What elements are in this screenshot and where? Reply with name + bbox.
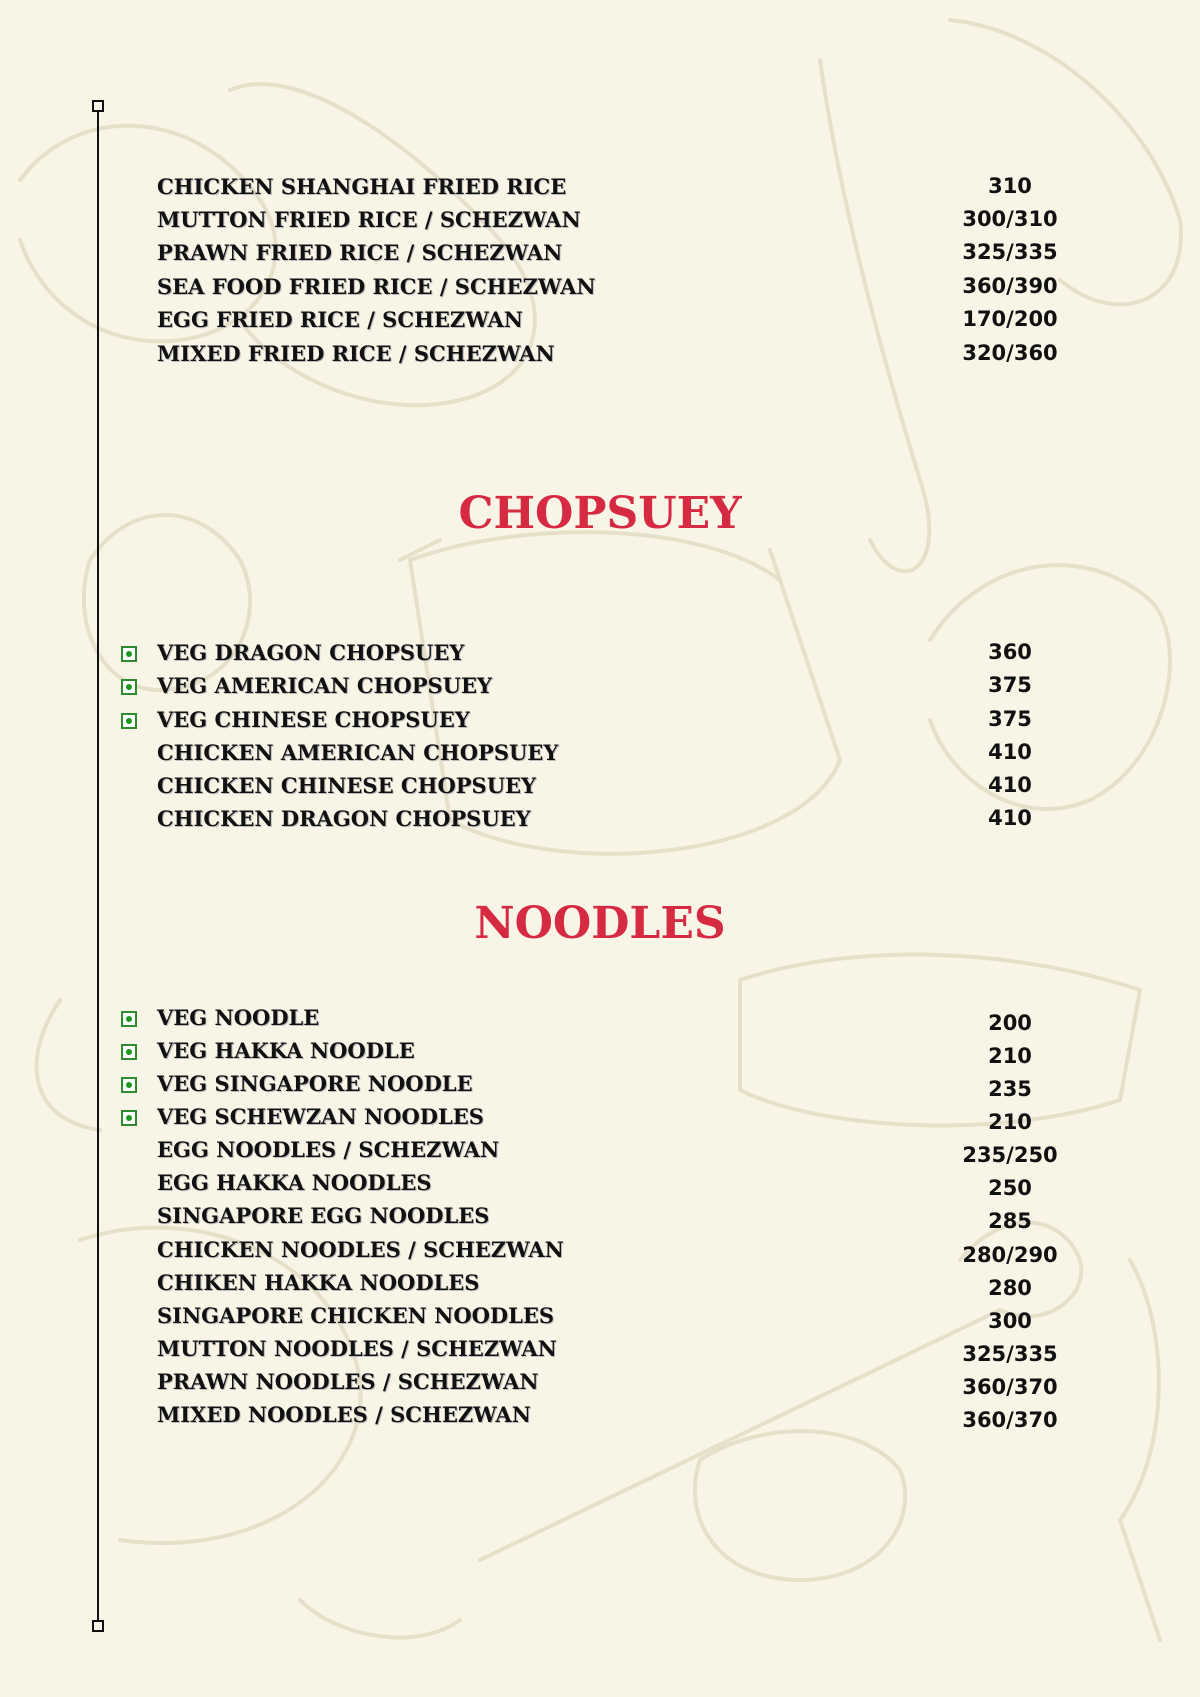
item-price: 210 (988, 1044, 1032, 1068)
item-price: 360/370 (962, 1375, 1058, 1399)
menu-item-row (0, 341, 1200, 374)
item-price: 320/360 (962, 341, 1058, 365)
menu-item-row (0, 274, 1200, 307)
item-name: VEG AMERICAN CHOPSUEY (157, 673, 492, 698)
border-line-bottom-cap (92, 1620, 104, 1632)
veg-symbol-icon (121, 1077, 137, 1093)
menu-item-row (0, 707, 1200, 740)
item-name: PRAWN NOODLES / SCHEZWAN (157, 1369, 539, 1394)
menu-item-row (0, 207, 1200, 240)
border-line-top-cap (92, 100, 104, 112)
item-name: EGG HAKKA NOODLES (157, 1170, 432, 1195)
item-price: 300 (988, 1309, 1032, 1333)
item-price: 410 (988, 806, 1032, 830)
item-price: 310 (988, 174, 1032, 198)
item-price: 235 (988, 1077, 1032, 1101)
item-name: VEG NOODLE (157, 1005, 320, 1030)
veg-symbol-icon (121, 713, 137, 729)
veg-symbol-icon (121, 1044, 137, 1060)
section-heading-chopsuey: CHOPSUEY (458, 488, 742, 539)
item-name: VEG DRAGON CHOPSUEY (157, 640, 465, 665)
item-name: SINGAPORE CHICKEN NOODLES (157, 1303, 555, 1328)
section-heading-noodles: NOODLES (474, 898, 726, 949)
item-price: 360 (988, 640, 1032, 664)
menu-item-row (0, 174, 1200, 207)
menu-item-row (0, 1104, 1200, 1137)
item-price: 250 (988, 1176, 1032, 1200)
menu-item-row (0, 1137, 1200, 1170)
item-price: 360/390 (962, 274, 1058, 298)
item-price: 375 (988, 673, 1032, 697)
item-price: 235/250 (962, 1143, 1058, 1167)
item-price: 280/290 (962, 1243, 1058, 1267)
menu-item-row (0, 1270, 1200, 1303)
item-name: CHIKEN HAKKA NOODLES (157, 1270, 480, 1295)
veg-symbol-icon (121, 679, 137, 695)
veg-symbol-icon (121, 1011, 137, 1027)
item-price: 375 (988, 707, 1032, 731)
menu-item-row (0, 806, 1200, 839)
item-price: 210 (988, 1110, 1032, 1134)
veg-symbol-icon (121, 646, 137, 662)
item-name: PRAWN FRIED RICE / SCHEZWAN (157, 240, 563, 265)
menu-item-row (0, 1203, 1200, 1236)
menu-item-row (0, 673, 1200, 706)
item-name: VEG HAKKA NOODLE (157, 1038, 415, 1063)
menu-item-row (0, 640, 1200, 673)
veg-symbol-icon (121, 1110, 137, 1126)
item-name: SEA FOOD FRIED RICE / SCHEZWAN (157, 274, 596, 299)
item-name: CHICKEN SHANGHAI FRIED RICE (157, 174, 567, 199)
item-name: VEG SINGAPORE NOODLE (157, 1071, 473, 1096)
item-price: 410 (988, 773, 1032, 797)
item-price: 280 (988, 1276, 1032, 1300)
item-price: 325/335 (962, 1342, 1058, 1366)
menu-item-row (0, 1369, 1200, 1402)
menu-item-row (0, 307, 1200, 340)
item-price: 325/335 (962, 240, 1058, 264)
menu-item-row (0, 773, 1200, 806)
item-price: 200 (988, 1011, 1032, 1035)
menu-item-row (0, 1336, 1200, 1369)
item-price: 170/200 (962, 307, 1058, 331)
menu-item-row (0, 1170, 1200, 1203)
item-name: CHICKEN DRAGON CHOPSUEY (157, 806, 531, 831)
item-name: CHICKEN NOODLES / SCHEZWAN (157, 1237, 564, 1262)
item-price: 285 (988, 1209, 1032, 1233)
item-price: 360/370 (962, 1408, 1058, 1432)
menu-item-row (0, 240, 1200, 273)
item-name: MUTTON NOODLES / SCHEZWAN (157, 1336, 557, 1361)
menu-item-row (0, 1237, 1200, 1270)
item-name: VEG CHINESE CHOPSUEY (157, 707, 470, 732)
item-name: CHICKEN AMERICAN CHOPSUEY (157, 740, 559, 765)
menu-item-row (0, 1038, 1200, 1071)
item-name: EGG NOODLES / SCHEZWAN (157, 1137, 500, 1162)
item-name: SINGAPORE EGG NOODLES (157, 1203, 490, 1228)
item-name: VEG SCHEWZAN NOODLES (157, 1104, 484, 1129)
menu-item-row (0, 740, 1200, 773)
item-name: EGG FRIED RICE / SCHEZWAN (157, 307, 523, 332)
menu-item-row (0, 1071, 1200, 1104)
item-name: CHICKEN CHINESE CHOPSUEY (157, 773, 537, 798)
item-name: MIXED FRIED RICE / SCHEZWAN (157, 341, 555, 366)
item-price: 300/310 (962, 207, 1058, 231)
menu-item-row (0, 1303, 1200, 1336)
item-price: 410 (988, 740, 1032, 764)
item-name: MUTTON FRIED RICE / SCHEZWAN (157, 207, 581, 232)
menu-item-row (0, 1005, 1200, 1038)
item-name: MIXED NOODLES / SCHEZWAN (157, 1402, 531, 1427)
menu-item-row (0, 1402, 1200, 1435)
